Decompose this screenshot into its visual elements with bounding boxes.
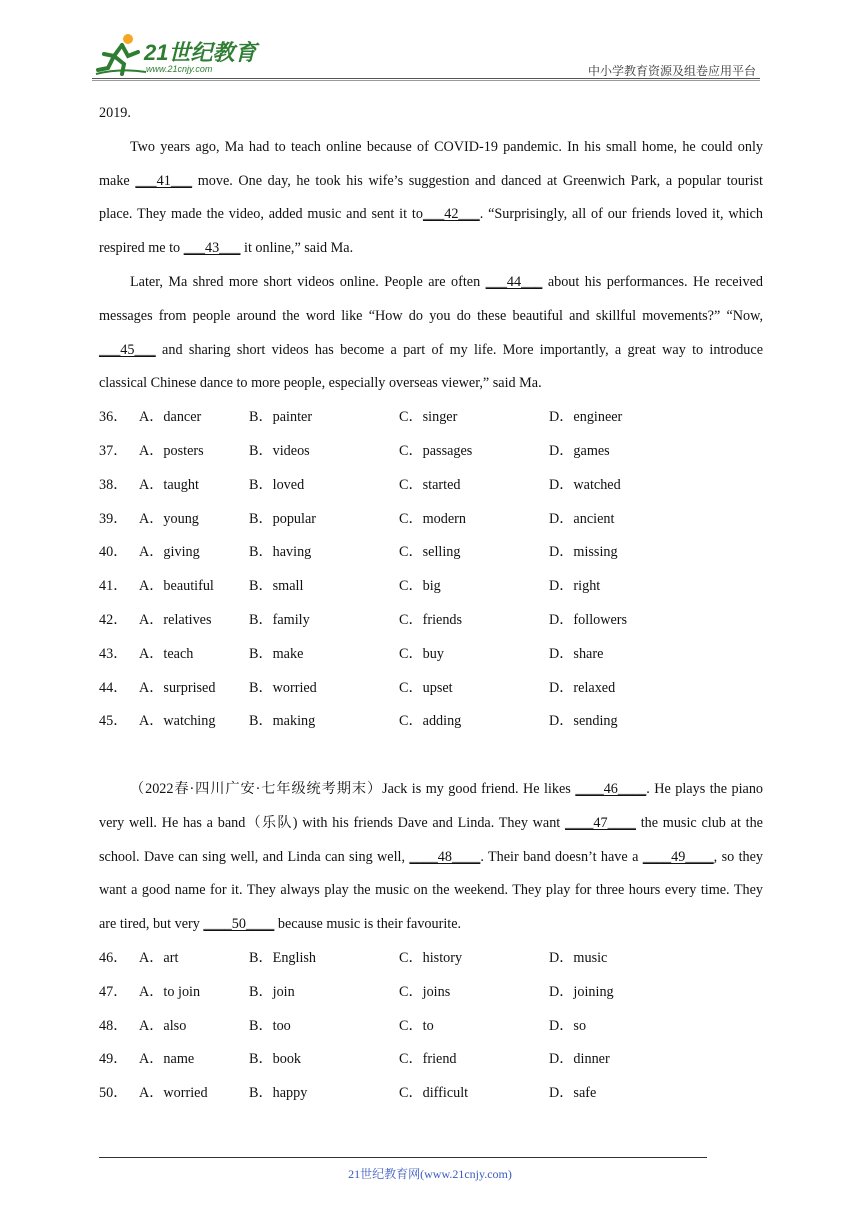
answer-blank: ____48____ <box>409 848 481 865</box>
question-number: 36． <box>99 409 128 426</box>
option-d: D．music <box>549 949 608 966</box>
option-b: B．popular <box>249 510 316 527</box>
option-a: A．also <box>139 1017 187 1034</box>
question-row <box>99 942 763 976</box>
passage1-paragraph1 <box>99 131 763 266</box>
question-row <box>99 976 763 1010</box>
question-row <box>99 1010 763 1044</box>
option-a: A．young <box>139 510 199 527</box>
question-row <box>99 1043 763 1077</box>
passage-text: about his performances. He received messages from people around the word like “How do you do these beautiful and skillful movements?” “Now, <box>99 273 763 324</box>
footer-text: 21世纪教育网(www.21cnjy.com) <box>348 1167 512 1181</box>
answer-blank: ____47____ <box>565 814 636 831</box>
option-d: D．engineer <box>549 409 623 426</box>
option-b: B．book <box>249 1051 302 1068</box>
passage-text: the music club at the school. Dave can sing well, and Linda can sing well, <box>99 814 763 865</box>
option-d: D．sending <box>549 713 618 730</box>
question-number: 49． <box>99 1051 128 1068</box>
question-number: 38． <box>99 476 128 493</box>
option-b: B．videos <box>249 442 310 459</box>
option-d: D．so <box>549 1017 587 1034</box>
option-d: D．safe <box>549 1085 597 1102</box>
option-b: B．happy <box>249 1085 308 1102</box>
option-c: C．adding <box>399 713 462 730</box>
option-c: C．selling <box>399 544 461 561</box>
question-row <box>99 1077 763 1111</box>
passage-line-2019: 2019. <box>99 105 131 121</box>
passage-text: because music is their favourite. <box>274 916 462 933</box>
option-b: B．loved <box>249 476 305 493</box>
page-header <box>92 30 760 78</box>
option-d: D．missing <box>549 544 618 561</box>
question-list-36-45 <box>99 401 763 739</box>
option-c: C．difficult <box>399 1085 469 1102</box>
option-a: A．teach <box>139 645 194 662</box>
answer-blank: ____46____ <box>575 780 647 797</box>
question-number: 47． <box>99 983 128 1000</box>
option-b: B．family <box>249 611 310 628</box>
option-b: B．small <box>249 578 304 595</box>
question-number: 44． <box>99 679 128 696</box>
option-d: D．share <box>549 645 604 662</box>
option-d: D．games <box>549 442 610 459</box>
passage-text: and sharing short videos has become a part of my life. More importantly, a great way to introduce classical Chinese dance to more people, especially overseas viewer,” said Ma. <box>99 341 763 392</box>
option-a: A．dancer <box>139 409 202 426</box>
option-a: A．relatives <box>139 611 212 628</box>
passage-text: . “Surprisingly, all of our friends loved it, which respired me to <box>99 206 763 257</box>
passage-text: Later, Ma shred more short videos online. People are often <box>130 273 486 290</box>
passage-text: . Their band doesn’t have a <box>480 848 643 865</box>
answer-blank: ____50____ <box>203 916 275 933</box>
question-number: 37． <box>99 442 128 459</box>
option-a: A．to join <box>139 983 201 1000</box>
option-c: C．friend <box>399 1051 457 1068</box>
document-body <box>99 97 763 1111</box>
option-b: B．too <box>249 1017 291 1034</box>
answer-blank: ___45___ <box>99 341 156 358</box>
option-a: A．watching <box>139 713 216 730</box>
question-row <box>99 638 763 672</box>
option-a: A．worried <box>139 1085 208 1102</box>
option-d: D．followers <box>549 611 628 628</box>
question-number: 42． <box>99 611 128 628</box>
option-d: D．right <box>549 578 601 595</box>
header-divider-thin <box>92 80 760 81</box>
question-number: 43． <box>99 645 128 662</box>
question-number: 40． <box>99 544 128 561</box>
passage-text: move. One day, he took his wife’s suggestion and danced at Greenwich Park, a popular tourist place. They made the video, added music and sent it to <box>99 172 763 223</box>
logo <box>92 30 282 78</box>
passage-text: Two years ago, Ma had to teach online because of COVID-19 pandemic. In his small home, he could only make <box>99 138 763 189</box>
logo-text: 21世纪教育 <box>144 40 257 65</box>
option-b: B．worried <box>249 679 317 696</box>
option-c: C．history <box>399 949 463 966</box>
option-c: C．friends <box>399 611 463 628</box>
question-number: 48． <box>99 1017 128 1034</box>
option-a: A．giving <box>139 544 200 561</box>
logo-url: www.21cnjy.com <box>146 64 213 74</box>
question-row <box>99 435 763 469</box>
option-d: D．ancient <box>549 510 615 527</box>
section-gap <box>99 739 763 773</box>
option-d: D．relaxed <box>549 679 616 696</box>
question-row <box>99 469 763 503</box>
footer-divider <box>99 1157 707 1158</box>
question-number: 46． <box>99 949 128 966</box>
option-c: C．modern <box>399 510 466 527</box>
option-c: C．upset <box>399 679 453 696</box>
option-c: C．singer <box>399 409 458 426</box>
option-a: A．posters <box>139 442 204 459</box>
answer-blank: ___42___ <box>422 206 480 223</box>
option-b: B．painter <box>249 409 313 426</box>
passage2-paragraph <box>99 773 763 942</box>
passage-text: it online,” said Ma. <box>240 240 354 257</box>
passage1-paragraph2 <box>99 266 763 401</box>
option-a: A．surprised <box>139 679 216 696</box>
question-number: 39． <box>99 510 128 527</box>
option-d: D．joining <box>549 983 614 1000</box>
platform-name: 中小学教育资源及组卷应用平台 <box>587 64 756 78</box>
option-c: C．joins <box>399 983 451 1000</box>
answer-blank: ____49____ <box>642 848 714 865</box>
option-a: A．beautiful <box>139 578 214 595</box>
option-c: C．big <box>399 578 441 595</box>
option-c: C．started <box>399 476 461 493</box>
passage-text: . He plays the piano very well. He has a band（乐队) with his friends Dave and Linda. They want <box>99 780 764 831</box>
question-row <box>99 401 763 435</box>
option-c: C．buy <box>399 645 444 662</box>
header-divider <box>92 78 760 79</box>
question-number: 45． <box>99 713 128 730</box>
option-d: D．watched <box>549 476 621 493</box>
option-c: C．to <box>399 1017 434 1034</box>
option-b: B．make <box>249 645 304 662</box>
answer-blank: ___44___ <box>485 273 543 290</box>
option-a: A．taught <box>139 476 199 493</box>
question-number: 41． <box>99 578 128 595</box>
option-a: A．art <box>139 949 179 966</box>
question-number: 50． <box>99 1085 128 1102</box>
passage-text: , so they want a good name for it. They always play the music on the weekend. They play for three hours every time. They are tired, but very <box>99 848 763 933</box>
option-b: B．having <box>249 544 312 561</box>
option-d: D．dinner <box>549 1051 610 1068</box>
question-row <box>99 672 763 706</box>
option-b: B．making <box>249 713 316 730</box>
question-list-46-50 <box>99 942 763 1111</box>
question-row <box>99 503 763 537</box>
option-b: B．join <box>249 983 295 1000</box>
question-row <box>99 705 763 739</box>
option-b: B．English <box>249 949 317 966</box>
answer-blank: ___41___ <box>135 172 193 189</box>
runner-logo-icon <box>92 30 148 78</box>
option-c: C．passages <box>399 442 473 459</box>
passage-text: （2022春·四川广安·七年级统考期末）Jack is my good friend. He likes <box>130 780 576 797</box>
question-row <box>99 570 763 604</box>
question-row <box>99 536 763 570</box>
option-a: A．name <box>139 1051 195 1068</box>
answer-blank: ___43___ <box>183 240 241 257</box>
question-row <box>99 604 763 638</box>
